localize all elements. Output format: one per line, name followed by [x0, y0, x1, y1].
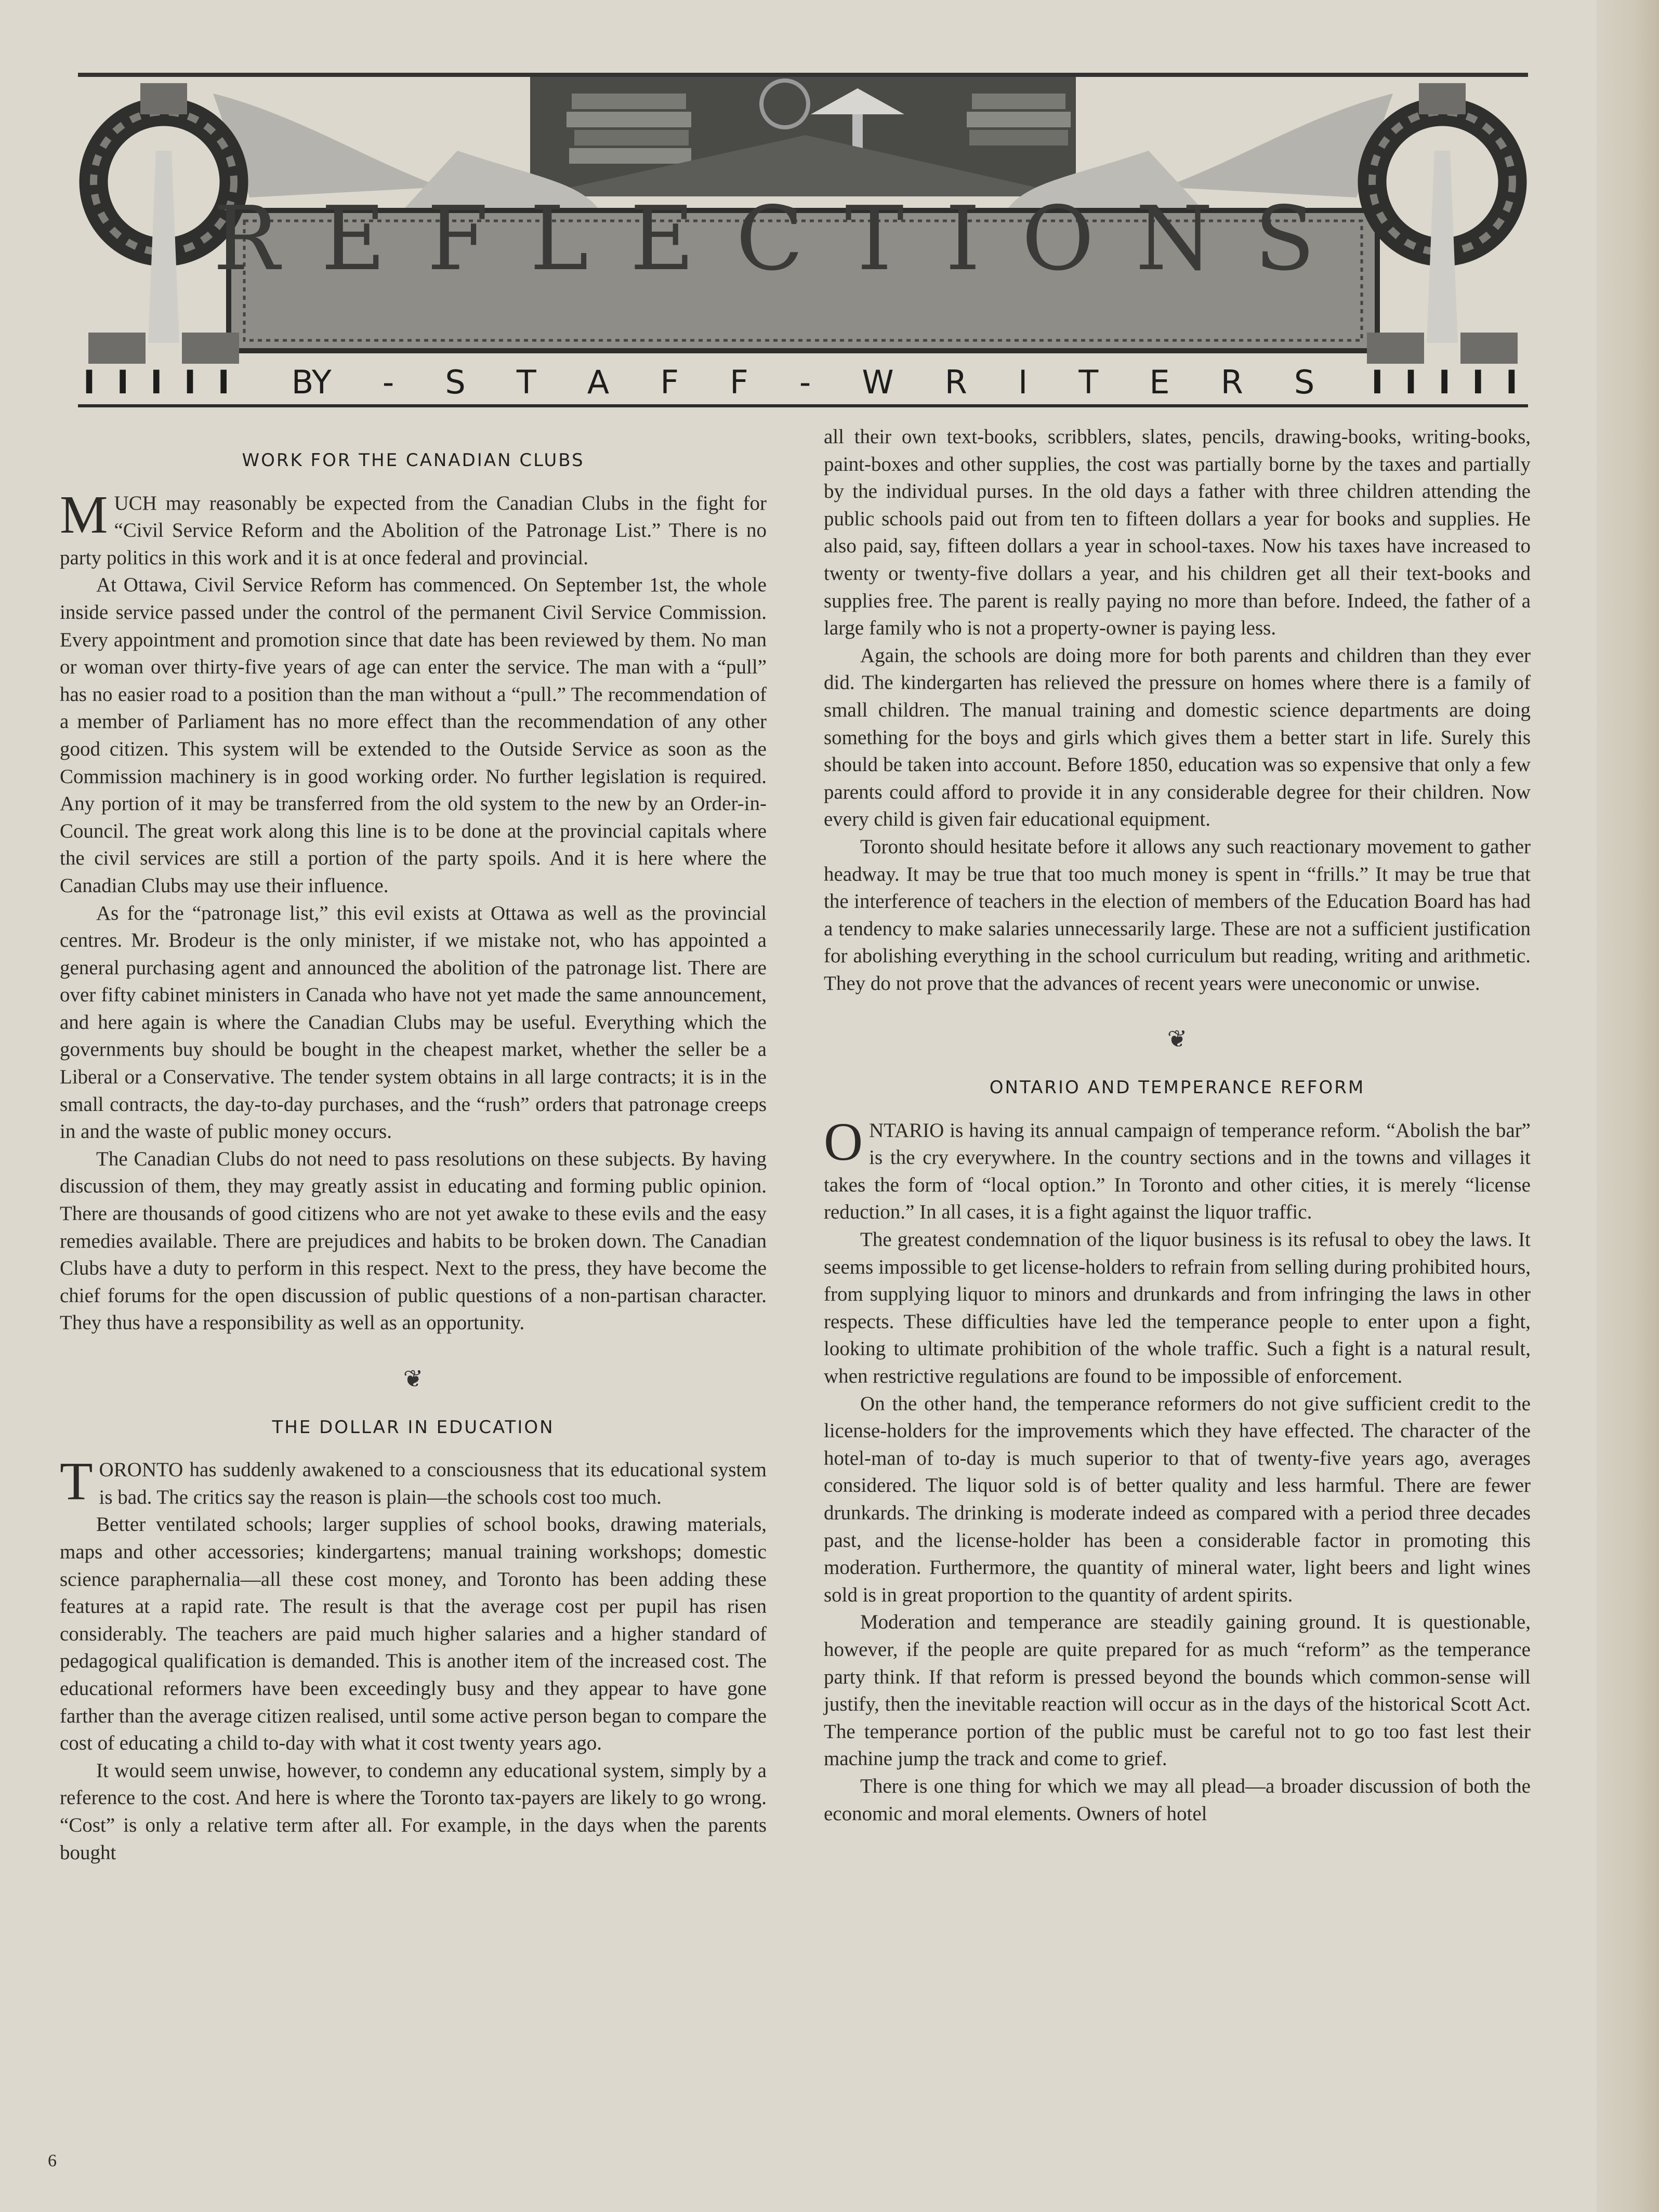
byline	[78, 359, 1528, 405]
byline-letter: -	[799, 363, 811, 401]
title-letter: E	[321, 188, 386, 290]
byline-letter: R	[1220, 363, 1243, 401]
article-heading: WORK FOR THE CANADIAN CLUBS	[242, 450, 585, 471]
byline-letter: I	[1018, 363, 1028, 401]
reflections-title	[172, 161, 1357, 317]
byline-ticks-right: I I I I I	[1371, 363, 1523, 401]
byline-letter: S	[1294, 363, 1315, 401]
article-paragraph: The Canadian Clubs do not need to pass resolutions on these subjects. By having discussion of them, they may greatly assist in educating and forming public opinion. There are thousands of good citizens who are not yet awake to these evils and the easy remedies available. There are prejudices and habits to be broken down. The Canadian Clubs have a duty to perform in this respect. Next to the press, they have become the chief forums for the open discussion of public questions of a non-partisan character. They thus have a responsibility as well as an opportunity.	[60, 1147, 767, 1334]
title-letter: N	[1135, 188, 1213, 290]
article-paragraph: On the other hand, the temperance reformers do not give sufficient credit to the license-holders for the improvements which they have effected. The character of the hotel-man of to-day is much superior to that of twenty-five years ago, averages considered. The liquor sold is of better quality and less harmful. There are fewer drunkards. The drinking is moderate indeed as compared with a period three decades past, and the license-holder has been a considerable factor in promoting this moderation. Furthermore, the quantity of mineral water, light beers and light wines sold is in great proportion to the quantity of ardent spirits.	[824, 1392, 1531, 1606]
article-paragraph: At Ottawa, Civil Service Reform has commenced. On September 1st, the whole inside service passed under the control of the permanent Civil Service Commission. Every appointment and promotion since that date has been reviewed by them. No man or woman over thirty-five years of age can enter the service. The man with a “pull” has no easier road to a position than the man without a “pull.” The recommendation of a member of Parliament has no more effect than the recommendation of any other good citizen. This system will be extended to the Outside Service as soon as the Commission machinery is in good working order. No further legislation is required. Any portion of it may be transferred from the old system to the new by an Order-in-Council. The great work along this line is to be done at the provincial capitals where the civil services are still a portion of the party spoils. And it is here where the Canadian Clubs may use their influence.	[60, 574, 767, 897]
page-edge-shadow	[1597, 0, 1659, 2212]
left-column	[60, 426, 767, 1866]
section-ornament: ❦	[1167, 1026, 1188, 1053]
byline-letter: A	[587, 363, 610, 401]
title-letter: L	[530, 188, 589, 290]
article-heading: THE DOLLAR IN EDUCATION	[272, 1416, 555, 1438]
byline-letter: F	[660, 363, 679, 401]
article-paragraph: Better ventilated schools; larger supplies of school books, drawing materials, maps and other accessories; kindergartens; manual training workshops; domestic science paraphernalia—all these cost money, and Toronto has been adding these features at a rapid rate. The result is that the average cost per pupil has risen considerably. The teachers are paid much higher salaries and a higher standard of pedagogical qualification is demanded. This is another item of the increased cost. The educational reformers have been exceedingly busy and they appear to have gone farther than the average citizen realised, until some active person began to compare the cost of educating a child to-day with what it cost twenty years ago.	[60, 1513, 767, 1755]
byline-letter: S	[445, 363, 466, 401]
title-letter: S	[1254, 188, 1315, 290]
title-letter: C	[735, 188, 804, 290]
paragraph-text: ORONTO has suddenly awakened to a consciousness that its educational system is bad. The critics say the reason is plain—the schools cost too much.	[99, 1459, 767, 1508]
section-ornament: ❦	[403, 1366, 424, 1392]
article-paragraph: all their own text-books, scribblers, slates, pencils, drawing-books, writing-books, paint-boxes and other supplies, the cost was partially borne by the taxes and partially by the individual purses. In the old days a father with three children attending the public schools paid out from ten to fifteen dollars a year for books and supplies. He also paid, say, fifteen dollars a year in school-taxes. Now his taxes have increased to twenty or twenty-five dollars a year, and his children get all their text-books and supplies free. The parent is really paying no more than before. Indeed, the father of a large family who is not a property-owner is paying less.	[824, 426, 1531, 640]
byline-ticks-left: I I I I I	[83, 363, 235, 401]
byline-letter: W	[862, 363, 894, 401]
byline-letter: -	[382, 363, 394, 401]
article-paragraph: The greatest condemnation of the liquor business is its refusal to obey the laws. It seems impossible to get license-holders to refrain from selling during prohibited hours, from supplying liquor to minors and drunkards and from infringing the laws in other respects. These difficulties have led the temperance people to enter upon a fight, looking to ultimate prohibition of the whole traffic. Such a fight is a natural result, when restrictive regulations are found to be impossible of enforcement.	[824, 1228, 1531, 1387]
paragraph-text: NTARIO is having its annual campaign of temperance reform. “Abolish the bar” is the cry everywhere. In the country sections and in the towns and villages it takes the form of “local option.” In Toronto and other cities, it is merely “license reduction.” In all cases, it is a fight against the liquor traffic.	[824, 1119, 1531, 1224]
title-letter: I	[945, 188, 981, 290]
right-column	[824, 423, 1531, 1827]
page-number: 6	[48, 2151, 57, 2170]
article-heading: ONTARIO AND TEMPERANCE REFORM	[989, 1077, 1365, 1098]
article-paragraph: It would seem unwise, however, to condemn any educational system, simply by a reference to the cost. And here is where the Toronto tax-payers are likely to go wrong. “Cost” is only a relative term after all. For example, in the days when the parents bought	[60, 1759, 767, 1864]
article-paragraph	[60, 1451, 767, 1512]
header-rule	[78, 404, 1528, 407]
article-paragraph: Moderation and temperance are steadily gaining ground. It is questionable, however, if the people are quite prepared for as much “reform” as the temperance party think. If that reform is pressed beyond the bounds which common-sense will justify, then the inevitable reaction will occur as in the days of the historical Scott Act. The temperance portion of the public must be careful not to go too fast lest their machine jump the track and come to grief.	[824, 1611, 1531, 1770]
title-letter: T	[845, 188, 904, 290]
byline-words	[235, 363, 1372, 401]
title-letter: O	[1021, 188, 1095, 290]
byline-letter: F	[730, 363, 748, 401]
byline-letter: E	[1149, 363, 1170, 401]
article-paragraph: Again, the schools are doing more for both parents and children than they ever did. The kindergarten has relieved the pressure on homes where there is a family of small children. The manual training and domestic science departments are doing something for the boys and girls which gives them a better start in life. Surely this should be taken into account. Before 1850, education was so expensive that only a few parents could afford to provide it in any considerable degree for their children. Now every child is given fair educational equipment.	[824, 644, 1531, 831]
drop-cap: T	[60, 1451, 93, 1512]
title-letter: E	[630, 188, 695, 290]
drop-cap: O	[824, 1111, 863, 1172]
byline-letter: R	[944, 363, 967, 401]
drop-cap: M	[60, 484, 108, 545]
article-paragraph	[60, 484, 767, 572]
paragraph-text: UCH may reasonably be expected from the Canadian Clubs in the fight for “Civil Service Reform and the Abolition of the Patronage List.” There is no party politics in this work and it is at once federal and provincial.	[60, 492, 767, 569]
title-letter: F	[427, 188, 489, 290]
article-paragraph	[824, 1111, 1531, 1226]
byline-letter: T	[1078, 363, 1099, 401]
byline-letter: BY	[291, 363, 332, 401]
title-letter: R	[213, 188, 280, 290]
article-paragraph: As for the “patronage list,” this evil exists at Ottawa as well as the provincial centres. Mr. Brodeur is the only minister, if we mistake not, who has appointed a general purchasing agent and announced the abolition of the patronage list. There are over fifty cabinet ministers in Canada who have not yet made the same announcement, and here again is where the Canadian Clubs may be useful. Everything which the governments buy should be bought in the cheapest market, whether the seller be a Liberal or a Conservative. The tender system obtains in all large contracts; it is in the small contracts, the day-to-day purchases, and the “rush” orders that patronage creeps in and the waste of public money occurs.	[60, 902, 767, 1143]
article-paragraph: There is one thing for which we may all plead—a broader discussion of both the economic and moral elements. Owners of hotel	[824, 1774, 1531, 1825]
byline-letter: T	[516, 363, 536, 401]
article-paragraph: Toronto should hesitate before it allows any such reactionary movement to gather headway. It may be true that too much money is spent in “frills.” It may be true that the interference of teachers in the election of members of the Education Board has had a tendency to make salaries unnecessarily large. These are not a sufficient justification for abolishing everything in the school curriculum but reading, writing and arithmetic. They do not prove that the advances of recent years were uneconomic or unwise.	[824, 835, 1531, 995]
